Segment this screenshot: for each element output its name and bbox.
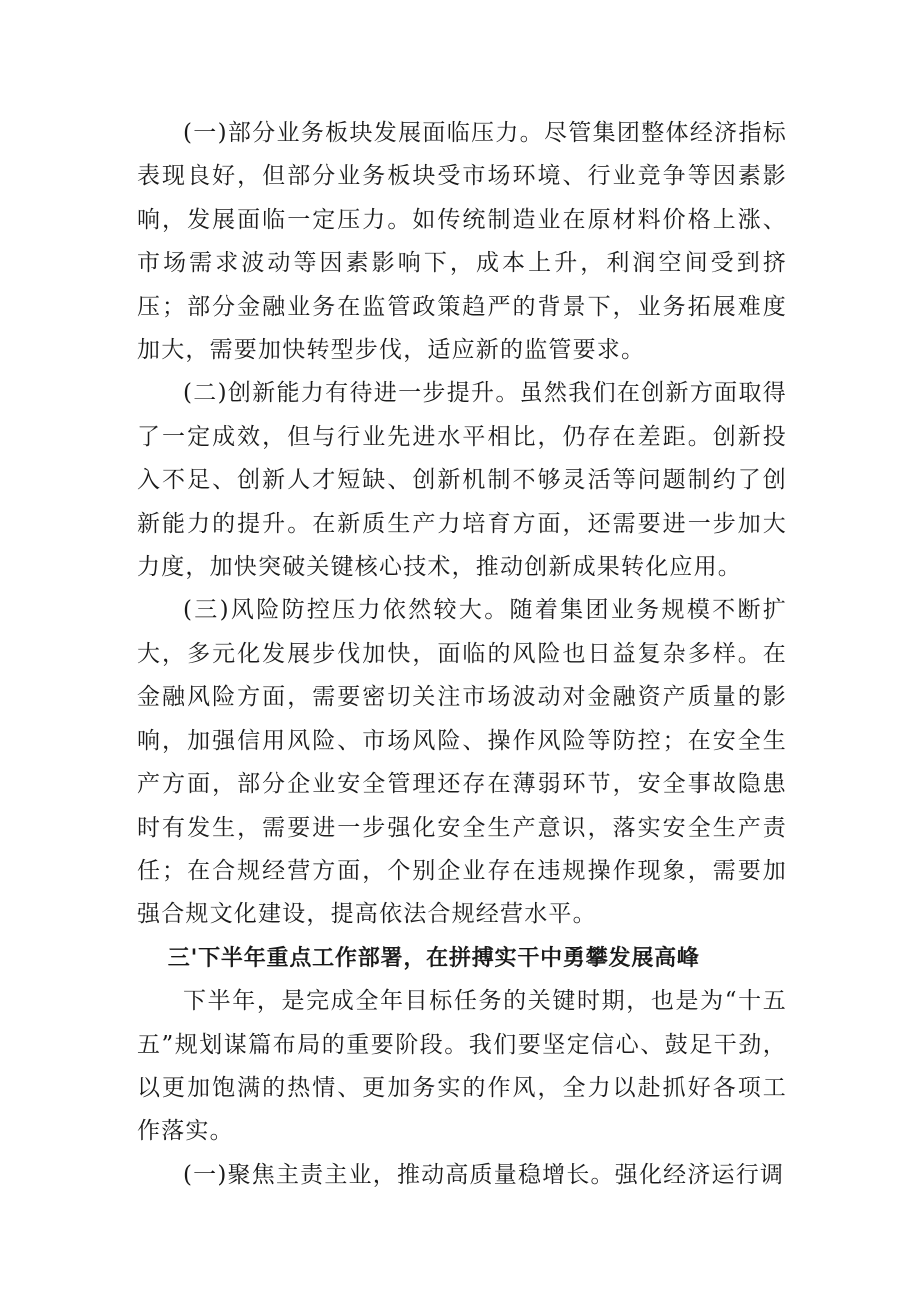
- paragraph-business-pressure: [137, 112, 787, 372]
- section-heading: 三'下半年重点工作部署，在拼搏实干中勇攀发展高峰: [167, 945, 700, 971]
- document-body: [137, 112, 787, 1197]
- paragraph-second-half-intro: [137, 980, 787, 1154]
- paragraph-body: 随着集团业务规模不断扩大，多元化发展步伐加快，面临的风险也日益复杂多样。在金融风险方面，需要密切关注市场波动对金融资产质量的影响，加强信用风险、市场风险、操作风险等防控；在安全生产方面，部分企业安全管理还存在薄弱环节，安全事故隐患时有发生，需要进一步强化安全生产意识，落实安全生产责任；在合规经营方面，个别企业存在违规操作现象，需要加强合规文化建设，提高依法合规经营水平。: [137, 597, 788, 928]
- paragraph-body: 尽管集团整体经济指标表现良好，但部分业务板块受市场环境、行业竞争等因素影响，发展面临一定压力。如传统制造业在原材料价格上涨、市场需求波动等因素影响下，成本上升，利润空间受到挤压；部分金融业务在监管政策趋严的背景下，业务拓展难度加大，需要加快转型步伐，适应新的监管要求。: [137, 120, 787, 364]
- paragraph-body: 强化经济运行调: [614, 1161, 785, 1188]
- paragraph-body: 虽然我们在创新方面取得了一定成效，但与行业先进水平相比，仍存在差距。创新投入不足、创新人才短缺、创新机制不够灵活等问题制约了创新能力的提升。在新质生产力培育方面，还需要进一步加大力度，加快突破关键核心技术，推动创新成果转化应用。: [137, 380, 787, 581]
- paragraph-core-business: [137, 1154, 787, 1197]
- paragraph-lead: (三)风险防控压力依然较大。: [183, 597, 510, 624]
- paragraph-lead: (一)聚焦主责主业，推动高质量稳增长。: [183, 1161, 615, 1188]
- paragraph-body: 下半年，是完成全年目标任务的关键时期，也是为“十五五”规划谋篇布局的重要阶段。我们要坚定信心、鼓足干劲，以更加饱满的热情、更加务实的作风，全力以赴抓好各项工作落实。: [137, 988, 787, 1145]
- paragraph-innovation: [137, 372, 787, 589]
- paragraph-risk-control: [137, 589, 787, 936]
- paragraph-lead: (一)部分业务板块发展面临压力。: [183, 120, 544, 146]
- paragraph-lead: (二)创新能力有待进一步提升。: [183, 380, 520, 407]
